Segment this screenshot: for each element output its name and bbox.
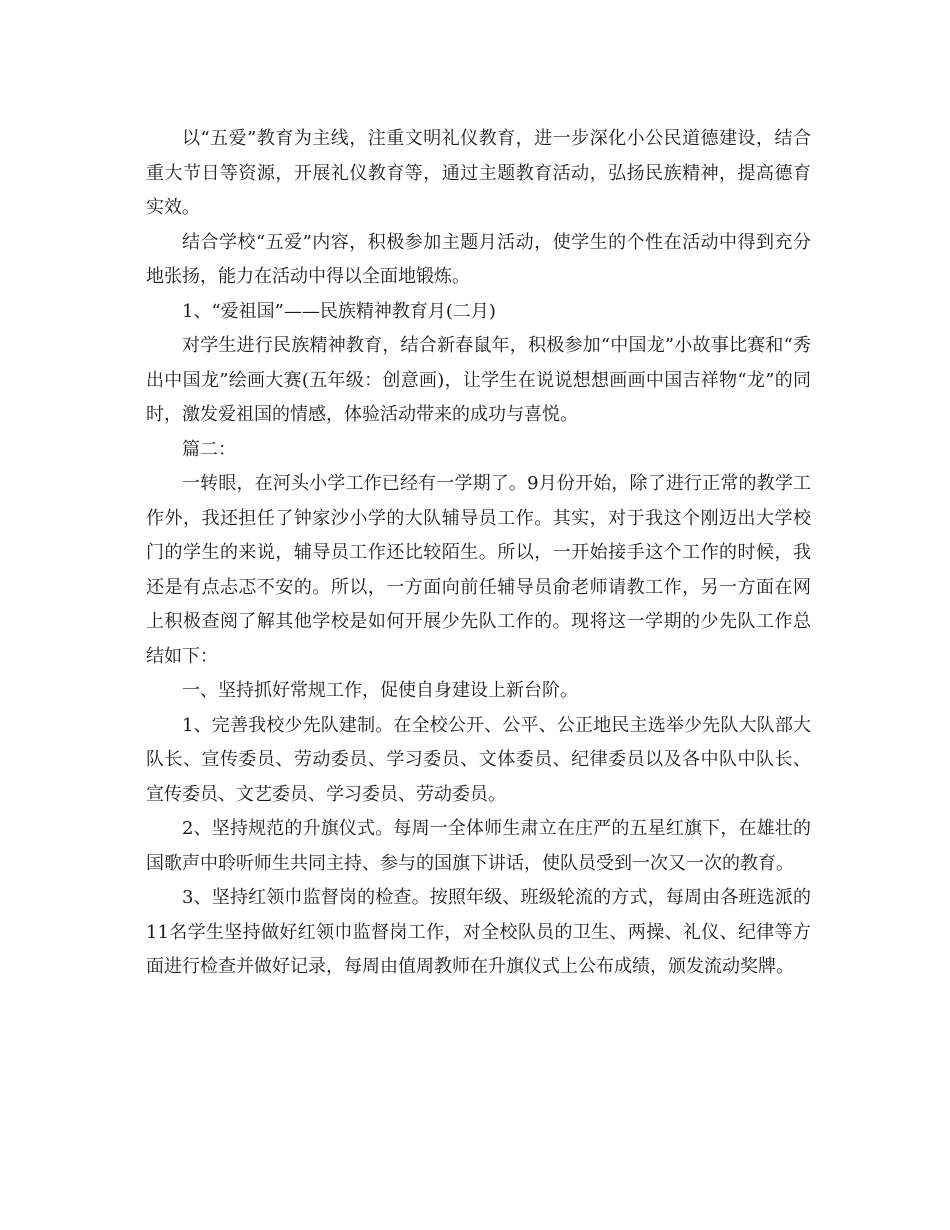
- paragraph: 以“五爱”教育为主线，注重文明礼仪教育，进一步深化小公民道德建设，结合重大节日等资源，开展礼仪教育等，通过主题教育活动，弘扬民族精神，提高德育实效。: [146, 128, 811, 218]
- paragraph: 1、完善我校少先队建制。在全校公开、公平、公正地民主选举少先队大队部大队长、宣传委员、劳动委员、学习委员、文体委员、纪律委员以及各中队中队长、宣传委员、文艺委员、学习委员、劳动委员。: [146, 714, 811, 805]
- section-heading: 一、坚持抓好常规工作，促使自身建设上新台阶。: [182, 680, 578, 701]
- paragraph: 对学生进行民族精神教育，结合新春鼠年，积极参加“中国龙”小故事比赛和“秀出中国龙”绘画大赛(五年级：创意画)，让学生在说说想想画画中国吉祥物“龙”的同时，激发爱祖国的情感，体验活动带来的成功与喜悦。: [146, 335, 811, 425]
- paragraph: 3、坚持红领巾监督岗的检查。按照年级、班级轮流的方式，每周由各班选派的11名学生坚持做好红领巾监督岗工作，对全校队员的卫生、两操、礼仪、纪律等方面进行检查并做好记录，每周由值周教师在升旗仪式上公布成绩，颁发流动奖牌。: [146, 887, 811, 977]
- paragraph: 2、坚持规范的升旗仪式。每周一全体师生肃立在庄严的五星红旗下，在雄壮的国歌声中聆听师生共同主持、参与的国旗下讲话，使队员受到一次又一次的教育。: [146, 818, 811, 874]
- paragraph: 一转眼，在河头小学工作已经有一学期了。9月份开始，除了进行正常的教学工作外，我还担任了钟家沙小学的大队辅导员工作。其实，对于我这个刚迈出大学校门的学生的来说，辅导员工作还比较陌生。所以，一开始接手这个工作的时候，我还是有点忐忑不安的。所以，一方面向前任辅导员俞老师请教工作，另一方面在网上积极查阅了解其他学校是如何开展少先队工作的。现将这一学期的少先队工作总结如下：: [146, 473, 811, 667]
- paragraph: 结合学校“五爱”内容，积极参加主题月活动，使学生的个性在活动中得到充分地张扬，能力在活动中得以全面地锻炼。: [146, 231, 811, 287]
- section-heading: 1、“爱祖国”——民族精神教育月(二月): [182, 300, 496, 322]
- part-heading: 篇二：: [182, 438, 236, 460]
- document-page: [146, 122, 811, 985]
